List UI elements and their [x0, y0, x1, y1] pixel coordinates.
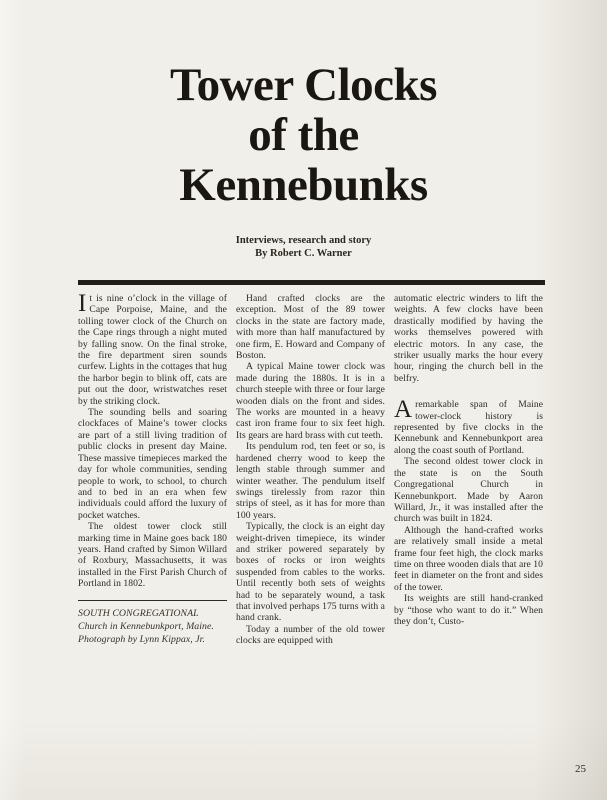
article-title-line-1: Tower Clocks	[170, 59, 437, 111]
photo-caption-block	[78, 600, 227, 646]
paragraph: The sounding bells and soaring clockfaces of Maine’s tower clocks are part of a still living tradition of public clocks in present day Maine. These massive timepieces marked the day for whole communities, sending people to work, to school, to church and to bed in an era when few individuals could afford the luxury of pocket watches.	[78, 407, 227, 521]
paragraph: Today a number of the old tower clocks are equipped with	[236, 623, 385, 647]
header-rule	[78, 280, 545, 285]
caption-line-1: SOUTH CONGREGATIONAL	[78, 607, 199, 619]
paragraph-text: t is nine o’clock in the village of Cape Porpoise, Maine, and the tolling tower clock of the Church on the Cape rings through a night muted by falling snow. On the final stroke, the fire department siren sounds curfew. Lights in the cottages that hug the harbor begin to blink off, cats are put out the door, wristwatches reset by the striking clock.	[78, 293, 227, 407]
column-1	[78, 290, 227, 647]
photo-caption	[78, 607, 227, 646]
paragraph: Its pendulum rod, ten feet or so, is hardened cherry wood to keep the length stable through summer and winter weather. The pendulum itself swings tirelessly from razor thin strips of steel, as it has for more than 100 years.	[236, 441, 385, 521]
column-3	[394, 293, 543, 647]
paragraph: A typical Maine tower clock was made during the 1880s. It is in a church steeple with three or four large wooden dials on the front and sides. The works are mounted in a heavy cast iron frame four to six feet high. Its gears are hard brass with cut teeth.	[236, 361, 385, 441]
article-body	[78, 290, 545, 647]
article-title-line-2: of the	[248, 109, 359, 161]
byline	[0, 234, 607, 260]
paragraph-text: remarkable span of Maine tower-clock history is represented by five clocks in the Kennebunk and Kennebunkport area along the coast south of Portland.	[394, 399, 543, 456]
dropcap-letter: I	[78, 290, 87, 317]
byline-line-1: Interviews, research and story	[235, 235, 372, 246]
byline-line-2: By Robert C. Warner	[255, 248, 352, 259]
caption-line-3: Photograph by Lynn Kippax, Jr.	[78, 633, 205, 645]
paragraph: Although the hand-crafted works are relatively small inside a metal frame four feet high, the clock marks time on three wooden dials that are 10 feet in diameter on the front and sides of the tower.	[394, 524, 543, 593]
paragraph: Typically, the clock is an eight day weight-driven timepiece, its winder and striker powered separately by boxes of rocks or iron weights suspended from cables to the works. Until recently both sets of weights had to be separately wound, a task that involved perhaps 175 turns with a hand crank.	[236, 521, 385, 624]
paragraph	[394, 396, 543, 456]
paragraph: Its weights are still hand-cranked by “those who want to do it.” When they don’t, Custo-	[394, 593, 543, 627]
article-title	[0, 60, 607, 210]
column-2	[236, 293, 385, 647]
caption-line-2: Church in Kennebunkport, Maine.	[78, 620, 214, 632]
caption-rule	[78, 600, 227, 601]
paragraph: automatic electric winders to lift the weights. A few clocks have been drastically modified by having the works themselves powered with electric motors. In any case, the striker usually marks the hour every hour, ringing the church bell in the belfry.	[394, 293, 543, 384]
article-title-line-3: Kennebunks	[179, 159, 428, 211]
dropcap-letter: A	[394, 396, 413, 424]
paragraph: The second oldest tower clock in the state is on the South Congregational Church in Kennebunkport. Made by Aaron Willard, Jr., it was installed after the church was built in 1824.	[394, 456, 543, 525]
paragraph: The oldest tower clock still marking time in Maine goes back 180 years. Hand crafted by Simon Willard of Roxbury, Massachusetts, it was installed in the First Parish Church of Portland in 1802.	[78, 521, 227, 590]
paragraph	[78, 290, 227, 407]
paragraph: Hand crafted clocks are the exception. Most of the 89 tower clocks in the state are factory made, with more than half manufactured by one firm, E. Howard and Company of Boston.	[236, 293, 385, 362]
page-number: 25	[575, 763, 586, 775]
